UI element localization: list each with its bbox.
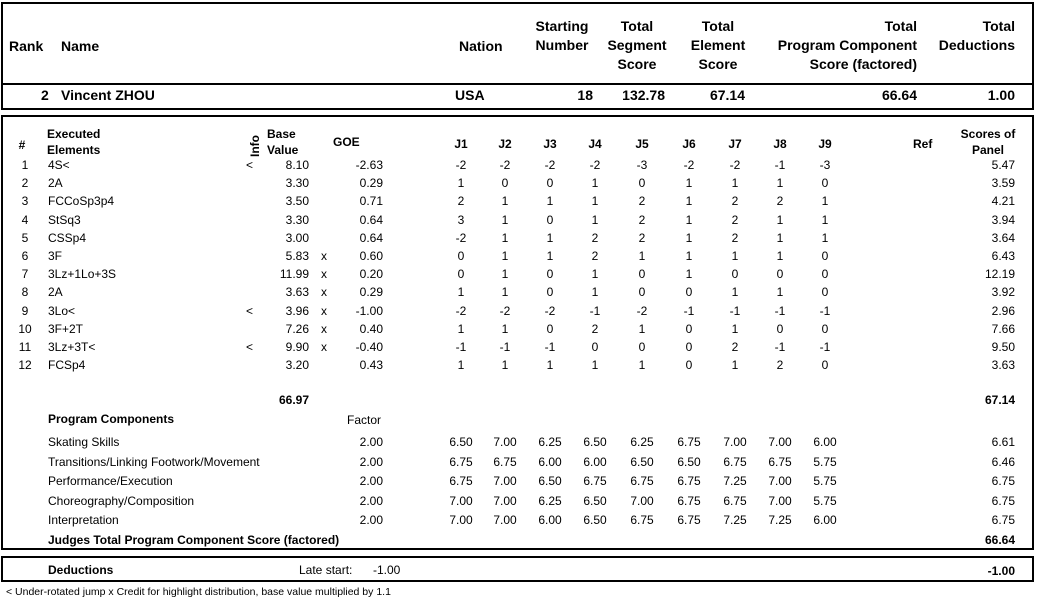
- element-judge-score: -1: [819, 304, 831, 318]
- element-judge-score: 0: [591, 340, 599, 354]
- element-judge-score: 3: [457, 213, 465, 227]
- component-panel-score: 6.75: [991, 513, 1015, 527]
- element-judge-score: 1: [591, 213, 599, 227]
- element-goe: 0.40: [359, 322, 383, 336]
- element-judge-score: 1: [685, 176, 693, 190]
- component-name: Transitions/Linking Footwork/Movement: [48, 455, 260, 469]
- element-judge-score: -2: [729, 158, 741, 172]
- component-judge-score: 6.00: [813, 435, 837, 449]
- element-name: FCCoSp3p4: [48, 194, 115, 208]
- summary-divider: [3, 83, 1032, 85]
- element-judge-score: 0: [776, 322, 784, 336]
- element-number: 4: [21, 213, 29, 227]
- element-judge-score: -2: [455, 231, 467, 245]
- component-panel-score: 6.61: [991, 435, 1015, 449]
- element-goe: 0.29: [359, 285, 383, 299]
- num-header: #: [18, 138, 26, 152]
- element-judge-score: 2: [731, 213, 739, 227]
- element-judge-score: 1: [731, 176, 739, 190]
- skater-starting-number: 18: [577, 87, 593, 103]
- element-judge-score: -2: [636, 304, 648, 318]
- judge-header-7: J7: [728, 137, 742, 151]
- element-judge-score: 1: [501, 285, 509, 299]
- component-judge-score: 6.50: [583, 494, 607, 508]
- goe-header: GOE: [333, 135, 360, 149]
- element-number: 3: [21, 194, 29, 208]
- component-judge-score: 6.75: [723, 455, 747, 469]
- deductions-header: Total Deductions: [938, 18, 1015, 53]
- component-judge-score: 6.75: [723, 494, 747, 508]
- element-judge-score: -2: [455, 158, 467, 172]
- element-judge-score: 2: [591, 231, 599, 245]
- element-info: <: [246, 158, 254, 172]
- element-judge-score: 1: [501, 358, 509, 372]
- name-header: Name: [61, 38, 100, 54]
- element-judge-score: 1: [591, 267, 599, 281]
- component-factor: 2.00: [359, 513, 383, 527]
- element-goe: 0.64: [359, 231, 383, 245]
- element-judge-score: 1: [591, 358, 599, 372]
- element-name: CSSp4: [48, 231, 87, 245]
- judge-header-4: J4: [588, 137, 602, 151]
- element-bonus-mark: x: [321, 285, 327, 299]
- element-name: 3F: [48, 249, 63, 263]
- component-judge-score: 6.75: [630, 513, 654, 527]
- element-judge-score: -1: [499, 340, 511, 354]
- component-judge-score: 6.50: [538, 474, 562, 488]
- element-info: <: [246, 340, 254, 354]
- judge-header-5: J5: [635, 137, 649, 151]
- component-judge-score: 6.75: [677, 494, 701, 508]
- element-judge-score: 0: [685, 358, 693, 372]
- component-judge-score: 6.25: [538, 494, 562, 508]
- judge-header-3: J3: [543, 137, 557, 151]
- element-judge-score: -1: [774, 304, 786, 318]
- component-judge-score: 7.00: [630, 494, 654, 508]
- element-judge-score: 1: [591, 194, 599, 208]
- element-judge-score: 1: [457, 285, 465, 299]
- component-judge-score: 7.00: [449, 513, 473, 527]
- element-judge-score: -2: [499, 304, 511, 318]
- skater-nation: USA: [455, 87, 485, 103]
- component-judge-score: 6.50: [583, 435, 607, 449]
- element-goe: -1.00: [355, 304, 383, 318]
- element-judge-score: 1: [638, 249, 646, 263]
- element-judge-score: -1: [774, 158, 786, 172]
- judge-header-1: J1: [454, 137, 468, 151]
- element-judge-score: 1: [685, 231, 693, 245]
- element-judge-score: 1: [821, 194, 829, 208]
- element-judge-score: 1: [685, 267, 693, 281]
- judge-header-9: J9: [818, 137, 832, 151]
- element-number: 12: [18, 358, 32, 372]
- component-judge-score: 6.00: [583, 455, 607, 469]
- element-judge-score: 0: [638, 285, 646, 299]
- element-judge-score: -1: [774, 340, 786, 354]
- elements-total-base: 66.97: [278, 393, 309, 407]
- element-number: 9: [21, 304, 29, 318]
- element-goe: -0.40: [355, 340, 383, 354]
- element-judge-score: 2: [731, 231, 739, 245]
- element-judge-score: 0: [821, 358, 829, 372]
- component-name: Choreography/Composition: [48, 494, 195, 508]
- element-bonus-mark: x: [321, 340, 327, 354]
- element-panel-score: 4.21: [991, 194, 1015, 208]
- ref-header: Ref: [913, 137, 933, 151]
- element-goe: 0.71: [359, 194, 383, 208]
- element-judge-score: 2: [776, 194, 784, 208]
- component-factor: 2.00: [359, 494, 383, 508]
- component-judge-score: 6.50: [677, 455, 701, 469]
- component-judge-score: 7.00: [493, 435, 517, 449]
- element-number: 6: [21, 249, 29, 263]
- element-judge-score: 0: [821, 267, 829, 281]
- element-judge-score: 0: [821, 176, 829, 190]
- element-judge-score: 1: [501, 322, 509, 336]
- element-name: 2A: [48, 285, 63, 299]
- element-judge-score: 0: [638, 267, 646, 281]
- skater-segment-score: 132.78: [622, 87, 665, 103]
- element-goe: 0.60: [359, 249, 383, 263]
- element-name: 3F+2T: [48, 322, 84, 336]
- skater-name: Vincent ZHOU: [61, 87, 155, 103]
- legend: < Under-rotated jump x Credit for highlight distribution, base value multiplied by 1.1: [6, 586, 391, 598]
- element-bonus-mark: x: [321, 322, 327, 336]
- element-base-value: 9.90: [285, 340, 309, 354]
- component-judge-score: 7.00: [768, 474, 792, 488]
- base-value-header: Base Value: [267, 127, 299, 157]
- element-number: 11: [18, 340, 32, 354]
- element-judge-score: 2: [731, 194, 739, 208]
- element-judge-score: 1: [638, 322, 646, 336]
- element-base-value: 7.26: [285, 322, 309, 336]
- component-judge-score: 5.75: [813, 455, 837, 469]
- element-name: 4S<: [48, 158, 70, 172]
- element-judge-score: 1: [501, 194, 509, 208]
- element-judge-score: -3: [819, 158, 831, 172]
- element-judge-score: -2: [683, 158, 695, 172]
- component-judge-score: 7.00: [493, 494, 517, 508]
- element-judge-score: 2: [638, 231, 646, 245]
- component-judge-score: 6.75: [449, 455, 473, 469]
- element-judge-score: 1: [821, 213, 829, 227]
- element-judge-score: -2: [499, 158, 511, 172]
- element-judge-score: 0: [638, 340, 646, 354]
- element-judge-score: 0: [546, 267, 554, 281]
- element-bonus-mark: x: [321, 267, 327, 281]
- element-goe: 0.29: [359, 176, 383, 190]
- judge-header-6: J6: [682, 137, 696, 151]
- element-panel-score: 3.59: [991, 176, 1015, 190]
- component-judge-score: 7.00: [723, 435, 747, 449]
- deductions-label: Deductions: [48, 563, 114, 577]
- element-panel-score: 3.92: [991, 285, 1015, 299]
- element-panel-score: 3.64: [991, 231, 1015, 245]
- element-goe: 0.43: [359, 358, 383, 372]
- component-judge-score: 6.25: [538, 435, 562, 449]
- element-number: 10: [18, 322, 32, 336]
- component-judge-score: 7.25: [723, 474, 747, 488]
- element-judge-score: -1: [683, 304, 695, 318]
- pcs-total-value: 66.64: [984, 533, 1015, 547]
- component-factor: 2.00: [359, 435, 383, 449]
- element-judge-score: 1: [731, 322, 739, 336]
- element-panel-score: 3.94: [991, 213, 1015, 227]
- element-judge-score: -1: [544, 340, 556, 354]
- element-judge-score: 0: [821, 285, 829, 299]
- panel-header: Scores of Panel: [960, 127, 1016, 157]
- element-judge-score: 0: [685, 322, 693, 336]
- element-judge-score: 0: [685, 340, 693, 354]
- element-judge-score: 1: [731, 285, 739, 299]
- element-judge-score: 1: [457, 358, 465, 372]
- nation-header: Nation: [459, 38, 503, 54]
- element-base-value: 3.96: [285, 304, 309, 318]
- element-panel-score: 9.50: [991, 340, 1015, 354]
- element-number: 7: [21, 267, 29, 281]
- element-judge-score: 1: [546, 249, 554, 263]
- judge-header-2: J2: [498, 137, 512, 151]
- component-judge-score: 5.75: [813, 494, 837, 508]
- component-judge-score: 6.50: [630, 455, 654, 469]
- executed-elements-header: Executed Elements: [47, 127, 101, 157]
- element-judge-score: 2: [638, 213, 646, 227]
- judge-header-8: J8: [773, 137, 787, 151]
- element-base-value: 3.30: [285, 213, 309, 227]
- element-judge-score: 1: [821, 231, 829, 245]
- component-judge-score: 7.00: [768, 494, 792, 508]
- element-judge-score: 1: [501, 213, 509, 227]
- element-base-value: 3.20: [285, 358, 309, 372]
- component-judge-score: 6.00: [813, 513, 837, 527]
- element-judge-score: 0: [731, 267, 739, 281]
- element-name: 3Lz+3T<: [48, 340, 96, 354]
- element-judge-score: 0: [546, 285, 554, 299]
- element-judge-score: 2: [776, 358, 784, 372]
- element-score-header: Total Element Score: [690, 18, 746, 72]
- element-judge-score: 0: [638, 176, 646, 190]
- late-start-value: -1.00: [373, 563, 401, 577]
- element-base-value: 3.30: [285, 176, 309, 190]
- component-judge-score: 6.75: [768, 455, 792, 469]
- element-name: 3Lo<: [48, 304, 76, 318]
- rank-header: Rank: [9, 38, 44, 54]
- element-judge-score: 1: [501, 231, 509, 245]
- element-judge-score: 1: [501, 249, 509, 263]
- elements-total-panel: 67.14: [984, 393, 1015, 407]
- element-judge-score: 2: [638, 194, 646, 208]
- element-judge-score: 1: [591, 176, 599, 190]
- skater-rank: 2: [41, 87, 49, 103]
- element-judge-score: 0: [776, 267, 784, 281]
- component-judge-score: 6.75: [677, 513, 701, 527]
- element-number: 2: [21, 176, 29, 190]
- component-judge-score: 7.00: [768, 435, 792, 449]
- program-components-header: Program Components: [48, 412, 175, 426]
- component-panel-score: 6.75: [991, 494, 1015, 508]
- element-number: 1: [21, 158, 29, 172]
- element-panel-score: 2.96: [991, 304, 1015, 318]
- component-judge-score: 7.25: [723, 513, 747, 527]
- element-base-value: 5.83: [285, 249, 309, 263]
- component-judge-score: 6.75: [493, 455, 517, 469]
- component-judge-score: 6.25: [630, 435, 654, 449]
- element-panel-score: 5.47: [991, 158, 1015, 172]
- component-judge-score: 7.00: [493, 474, 517, 488]
- element-judge-score: -2: [544, 158, 556, 172]
- component-judge-score: 6.75: [583, 474, 607, 488]
- component-panel-score: 6.46: [991, 455, 1015, 469]
- component-judge-score: 6.00: [538, 513, 562, 527]
- element-judge-score: 1: [638, 358, 646, 372]
- component-factor: 2.00: [359, 455, 383, 469]
- element-panel-score: 3.63: [991, 358, 1015, 372]
- element-judge-score: 0: [821, 322, 829, 336]
- element-judge-score: 0: [685, 285, 693, 299]
- element-bonus-mark: x: [321, 249, 327, 263]
- element-judge-score: 0: [546, 176, 554, 190]
- element-info: <: [246, 304, 254, 318]
- element-panel-score: 7.66: [991, 322, 1015, 336]
- element-judge-score: 1: [685, 213, 693, 227]
- late-start-label: Late start:: [299, 563, 353, 577]
- component-judge-score: 7.00: [493, 513, 517, 527]
- element-judge-score: -2: [589, 158, 601, 172]
- element-judge-score: -3: [636, 158, 648, 172]
- element-judge-score: 1: [731, 249, 739, 263]
- component-judge-score: 6.50: [583, 513, 607, 527]
- element-name: 3Lz+1Lo+3S: [48, 267, 117, 281]
- deductions-box: [1, 556, 1034, 582]
- element-judge-score: 1: [546, 194, 554, 208]
- element-goe: -2.63: [355, 158, 383, 172]
- element-base-value: 8.10: [285, 158, 309, 172]
- component-name: Interpretation: [48, 513, 119, 527]
- component-judge-score: 5.75: [813, 474, 837, 488]
- element-judge-score: 1: [776, 285, 784, 299]
- element-judge-score: 1: [546, 231, 554, 245]
- skater-deductions: 1.00: [987, 87, 1015, 103]
- element-judge-score: 2: [731, 340, 739, 354]
- element-panel-score: 6.43: [991, 249, 1015, 263]
- element-judge-score: 1: [776, 231, 784, 245]
- details-box: [1, 115, 1034, 550]
- element-judge-score: 1: [546, 358, 554, 372]
- skater-pcs-score: 66.64: [881, 87, 917, 103]
- component-name: Performance/Execution: [48, 474, 173, 488]
- element-judge-score: -1: [729, 304, 741, 318]
- element-judge-score: 1: [501, 267, 509, 281]
- element-judge-score: -1: [455, 340, 467, 354]
- element-panel-score: 12.19: [984, 267, 1015, 281]
- component-judge-score: 6.00: [538, 455, 562, 469]
- component-judge-score: 6.75: [677, 435, 701, 449]
- element-judge-score: 0: [546, 213, 554, 227]
- starting-number-header: Starting Number: [535, 18, 589, 53]
- element-judge-score: -1: [819, 340, 831, 354]
- element-number: 8: [21, 285, 29, 299]
- element-base-value: 3.00: [285, 231, 309, 245]
- element-judge-score: 1: [685, 194, 693, 208]
- element-judge-score: 0: [457, 249, 465, 263]
- component-judge-score: 6.75: [630, 474, 654, 488]
- skater-element-score: 67.14: [709, 87, 745, 103]
- element-judge-score: -1: [589, 304, 601, 318]
- element-judge-score: -2: [544, 304, 556, 318]
- element-judge-score: 2: [457, 194, 465, 208]
- element-bonus-mark: x: [321, 304, 327, 318]
- component-judge-score: 6.50: [449, 435, 473, 449]
- element-judge-score: 1: [776, 213, 784, 227]
- element-judge-score: 0: [546, 322, 554, 336]
- component-name: Skating Skills: [48, 435, 120, 449]
- element-name: 2A: [48, 176, 63, 190]
- pcs-total-label: Judges Total Program Component Score (factored): [48, 533, 340, 547]
- component-judge-score: 6.75: [677, 474, 701, 488]
- component-factor: 2.00: [359, 474, 383, 488]
- component-judge-score: 7.00: [449, 494, 473, 508]
- element-judge-score: 1: [776, 176, 784, 190]
- element-judge-score: 1: [457, 176, 465, 190]
- element-judge-score: 1: [731, 358, 739, 372]
- element-base-value: 3.50: [285, 194, 309, 208]
- factor-header: Factor: [347, 413, 382, 427]
- element-judge-score: 0: [821, 249, 829, 263]
- element-base-value: 3.63: [285, 285, 309, 299]
- element-judge-score: 1: [776, 249, 784, 263]
- component-judge-score: 6.75: [449, 474, 473, 488]
- element-judge-score: 1: [685, 249, 693, 263]
- element-judge-score: 0: [501, 176, 509, 190]
- element-name: FCSp4: [48, 358, 86, 372]
- element-base-value: 11.99: [279, 267, 309, 281]
- summary-box: [1, 2, 1034, 110]
- element-judge-score: 1: [591, 285, 599, 299]
- deductions-total: -1.00: [987, 564, 1015, 578]
- element-goe: 0.64: [359, 213, 383, 227]
- component-judge-score: 7.25: [768, 513, 792, 527]
- element-name: StSq3: [48, 213, 81, 227]
- element-judge-score: 2: [591, 249, 599, 263]
- component-panel-score: 6.75: [991, 474, 1015, 488]
- element-judge-score: 0: [457, 267, 465, 281]
- info-header: Info: [248, 135, 262, 157]
- pcs-header: Total Program Component Score (factored): [777, 18, 917, 72]
- element-number: 5: [21, 231, 29, 245]
- element-judge-score: -2: [455, 304, 467, 318]
- segment-score-header: Total Segment Score: [607, 18, 667, 72]
- element-judge-score: 2: [591, 322, 599, 336]
- element-judge-score: 1: [457, 322, 465, 336]
- element-goe: 0.20: [359, 267, 383, 281]
